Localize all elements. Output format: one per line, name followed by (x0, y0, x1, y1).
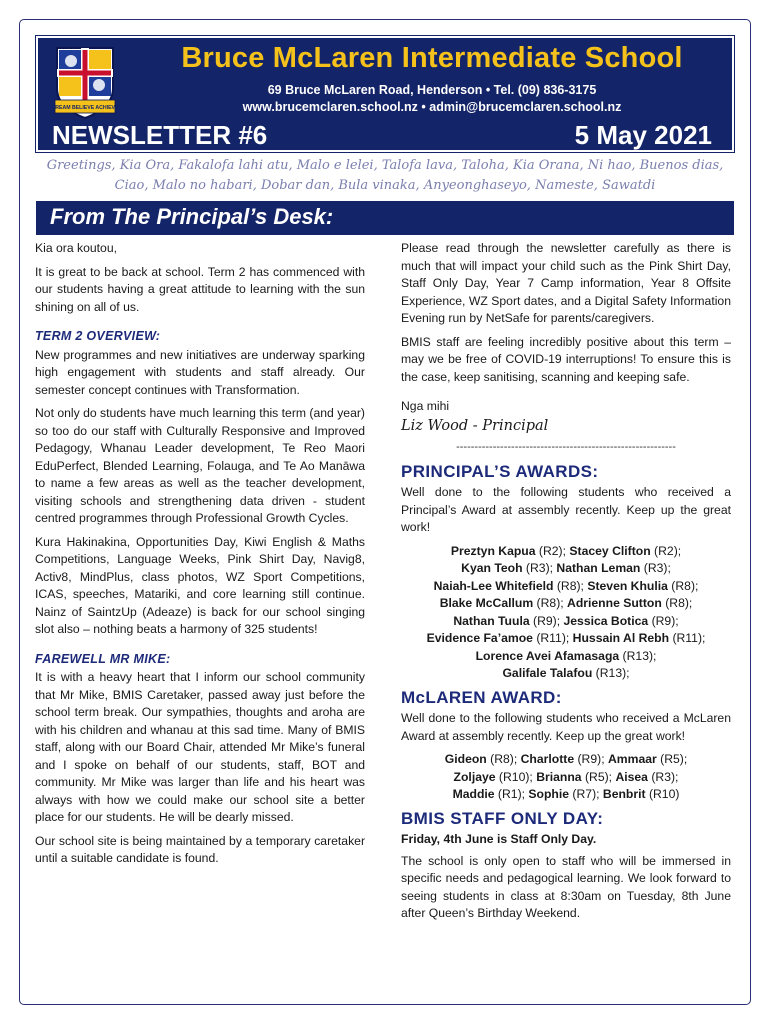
term2-heading: TERM 2 OVERVIEW: (35, 329, 161, 343)
school-crest-icon (52, 44, 118, 122)
award-line (401, 769, 731, 787)
signoff: Nga mihi (401, 399, 450, 413)
farewell-heading: FAREWELL MR MIKE: (35, 651, 171, 666)
section-banner (36, 201, 734, 235)
award-line (401, 786, 731, 804)
award-room: (R13); (592, 666, 630, 680)
principals-awards-list (401, 543, 731, 683)
award-student-name: Blake McCallum (439, 596, 534, 610)
farewell-paragraph-1: It is with a heavy heart that I inform our school community that Mr Mike, BMIS Caretaker, passed away just before the school term break. Our sympathies, thoughts and aroha are with his children and whanau at this sad time. Many of BMIS staff, along with our Board Chair, attended Mr Mike’s funeral and I spoke on behalf of our students, staff, BOT and community. Mr Mike was larger than life and his heart was always with how we could make our school site a better place for our students. He will be dearly missed. (35, 670, 365, 824)
mclaren-award-intro: Well done to the following students who received a McLaren Award at assembly recently. Keep up the great work! (401, 711, 731, 743)
school-contact[interactable]: www.brucemclaren.school.nz • admin@brucemclaren.school.nz (242, 100, 622, 114)
award-room: (R3); (647, 769, 679, 784)
award-line (401, 751, 731, 769)
right-paragraph-1: Please read through the newsletter carefully as there is much that will impact your child such as the Pink Shirt Day, Staff Only Day, Year 7 Camp information, Year 8 Offsite Experience, WZ Sport dates, and a Digital Safety Information Evening run by NetSafe for parents/caregivers. (401, 241, 731, 325)
award-student-name: Stacey Clifton (569, 543, 651, 558)
award-student-name: Preztyn Kapua (450, 543, 536, 558)
award-student-name: Nathan Leman (556, 561, 641, 575)
intro-paragraph: It is great to be back at school. Term 2 has commenced with our students having a great attitude to learning with the sun shining on all of us. (35, 264, 365, 314)
award-room: (R8); (533, 596, 568, 610)
award-student-name: Jessica Botica (563, 613, 649, 628)
award-room: (R2); (535, 543, 570, 558)
award-line (401, 665, 731, 683)
farewell-paragraph-2: Our school site is being maintained by a temporary caretaker until a suitable candidate is found. (35, 833, 365, 865)
term2-paragraph-3: Kura Hakinakina, Opportunities Day, Kiwi English & Maths Competitions, Language Weeks, Pink Shirt Day, Navig8, Activ8, MindPlus, class photos, WZ Sport Competitions, ICAS, speeches, Matariki, and core learning still continue. Nainz of SaintzUp (Adeaze) is back for our school singing slot also – nothing beats a harmony of 325 students! (35, 534, 365, 636)
award-line (401, 560, 731, 578)
award-room: (R11); (532, 631, 573, 645)
award-room: (R13); (619, 648, 657, 663)
award-line (401, 578, 731, 596)
award-room: (R8); (553, 578, 588, 593)
term2-paragraph-2: Not only do students have much learning this term (and year) so too do our staff with Culturally Responsive and Improved Pedagogy, Whanau Leader development, Te Reo Maori EduPerfect, Blended Learning, Folauga, and Te Ao Manāwa to name a few areas as well as the teacher development, visiting schools and strengthening data driven - student centred programmes through Professional Growth Cycles. (35, 406, 365, 525)
newsletter-number: NEWSLETTER #6 (52, 120, 268, 150)
award-student-name: Hussain Al Rebh (572, 631, 670, 645)
award-room: (R9); (529, 613, 564, 628)
award-student-name: Aisea (615, 769, 648, 784)
award-room: (R5); (656, 752, 688, 766)
award-room: (R3); (640, 561, 671, 575)
term2-paragraph-1: New programmes and new initiatives are underway sparking high engagement with students and staff already. Our semester concept continues with Transformation. (35, 347, 365, 397)
award-line (401, 613, 731, 631)
staff-only-day-heading: BMIS STAFF ONLY DAY: (401, 808, 604, 828)
award-student-name: Galifale Talafou (502, 666, 593, 680)
right-paragraph-2: BMIS staff are feeling incredibly positive about this term – may we be free of COVID-19 interruptions! To ensure this is the case, keep sanitising, scanning and keeping safe. (401, 334, 731, 384)
award-room: (R10); (495, 769, 537, 784)
award-student-name: Kyan Teoh (461, 561, 523, 575)
award-room: (R5); (581, 769, 616, 784)
mclaren-award-heading: McLAREN AWARD: (401, 687, 562, 707)
award-room: (R10) (645, 787, 680, 801)
award-line (401, 630, 731, 648)
award-room: (R8); (667, 578, 699, 593)
award-room: (R11); (669, 631, 706, 645)
award-room: (R7); (569, 787, 603, 801)
staff-only-day-paragraph: The school is only open to staff who will be immersed in specific needs and pedagogical learning. We look forward to seeing students in class at 8:30am on Tuesday, 8th June after Queen’s Birthday Weekend. (401, 853, 731, 920)
right-column (401, 240, 731, 929)
award-student-name: Zoljaye (453, 769, 496, 784)
award-student-name: Adrienne Sutton (567, 596, 662, 610)
salutation: Kia ora koutou, (35, 241, 117, 255)
award-room: (R1); (494, 787, 529, 801)
award-room: (R8); (661, 596, 693, 610)
award-student-name: Nathan Tuula (453, 613, 530, 628)
award-line (401, 595, 731, 613)
award-student-name: Benbrit (602, 787, 646, 801)
crest-motto: DREAM BELIEVE ACHIEVE (52, 105, 118, 111)
award-student-name: Sophie (528, 787, 570, 801)
award-student-name: Lorence Avei Afamasaga (475, 648, 620, 663)
award-student-name: Gideon (444, 752, 487, 766)
award-room: (R9); (648, 613, 679, 628)
principal-signature: Liz Wood - Principal (401, 417, 549, 434)
award-room: (R3); (522, 561, 557, 575)
left-column (35, 240, 365, 874)
award-student-name: Ammaar (607, 752, 657, 766)
principals-awards-heading: PRINCIPAL’S AWARDS: (401, 461, 599, 481)
greetings-line: Greetings, Kia Ora, Fakalofa lahi atu, Malo e lelei, Talofa lava, Taloha, Kia Orana, Ni hao, Buenos dias, Ciao, Malo no habari, Dobar dan, Bula vinaka, Anyeonghaseyo, Nameste, Sawatdi (46, 158, 724, 193)
award-room: (R2); (650, 543, 682, 558)
award-room: (R8); (486, 752, 521, 766)
masthead (36, 36, 734, 152)
award-room: (R9); (574, 752, 608, 766)
award-student-name: Charlotte (520, 752, 575, 766)
award-student-name: Brianna (536, 769, 582, 784)
newsletter-date: 5 May 2021 (574, 120, 712, 150)
staff-only-day-date: Friday, 4th June is Staff Only Day. (401, 832, 597, 846)
award-student-name: Maddie (452, 787, 495, 801)
award-student-name: Naiah-Lee Whitefield (433, 578, 554, 593)
mclaren-award-list (401, 751, 731, 804)
award-student-name: Steven Khulia (587, 578, 668, 593)
principals-awards-intro: Well done to the following students who received a Principal’s Award at assembly recently. Keep up the great work! (401, 485, 731, 534)
award-student-name: Evidence Fa’amoe (426, 631, 533, 645)
school-address: 69 Bruce McLaren Road, Henderson • Tel. (09) 836-3175 (267, 83, 597, 97)
award-line (401, 543, 731, 561)
banner-title: From The Principal’s Desk: (50, 204, 334, 229)
divider-dashes: ------------------------------------------------------------ (456, 441, 676, 453)
school-name: Bruce McLaren Intermediate School (181, 42, 683, 74)
award-line (401, 648, 731, 666)
